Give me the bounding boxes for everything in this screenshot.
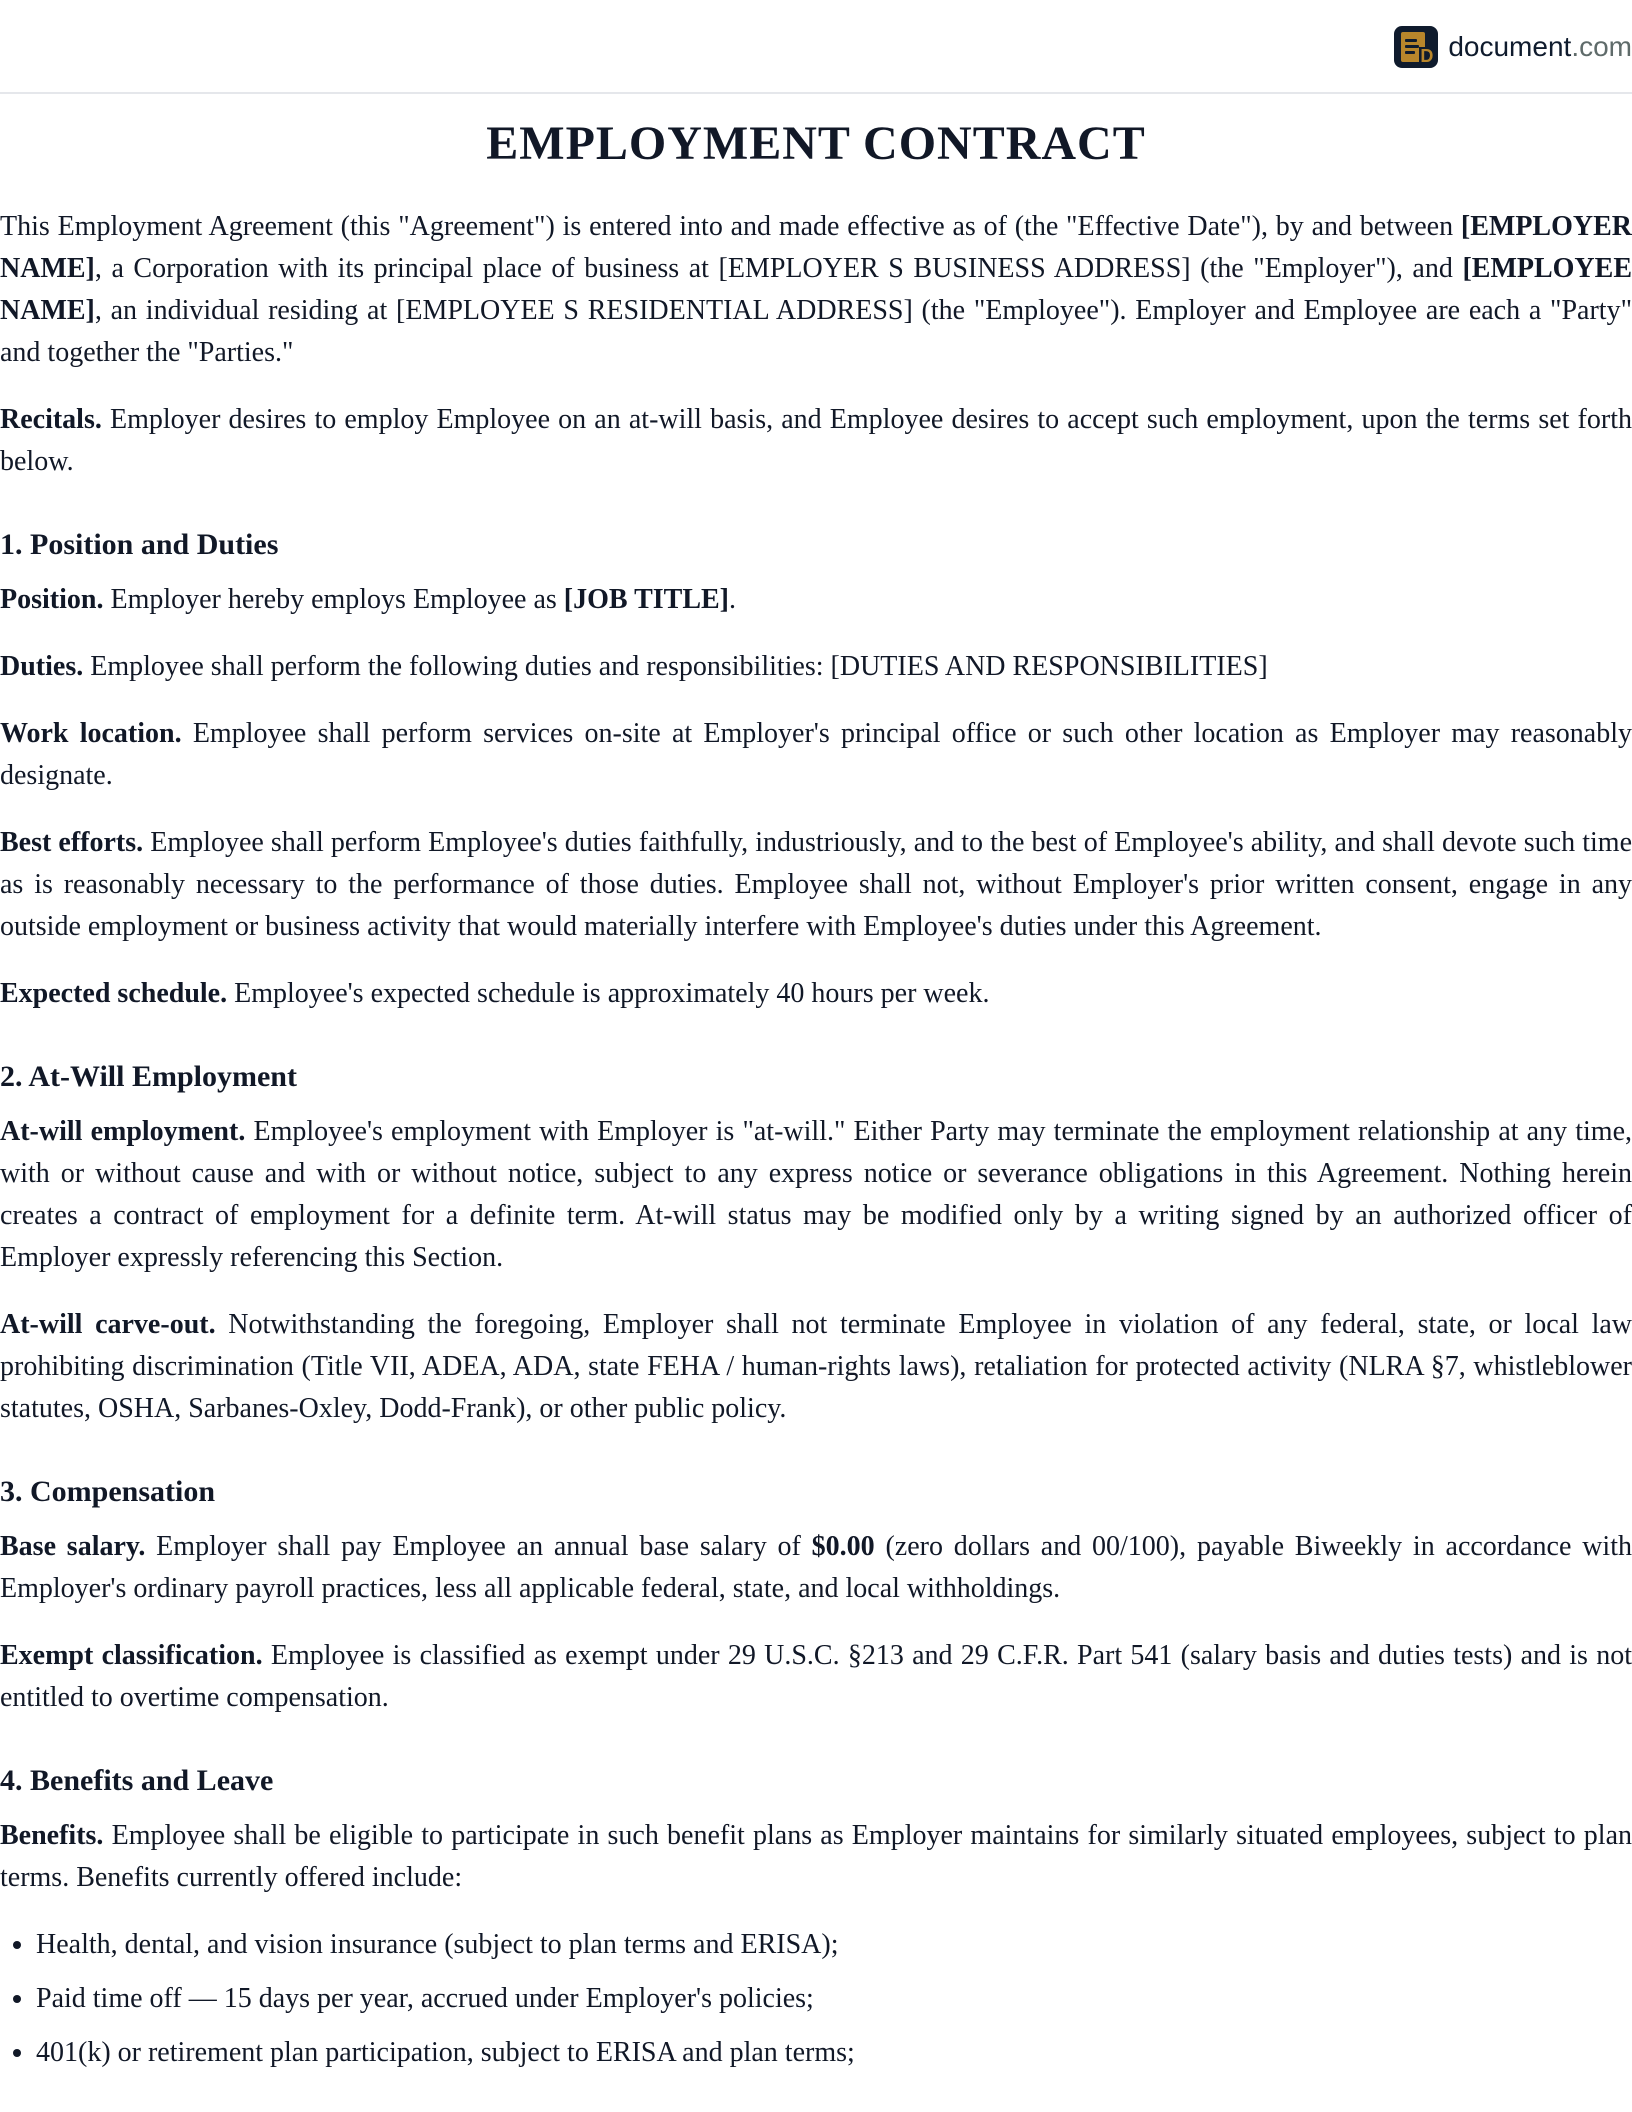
at-will-clause: At-will employment. Employee's employment with Employer is "at-will." Either Party may terminate the employment relationship at any time, with or without cause and with or without notice, subject to any express notice or severance obligations in this Agreement. Nothing herein creates a contract of employment for a definite term. At-will status may be modified only by a writing signed by an authorized officer of Employer expressly referencing this Section. xyxy=(0,1116,1632,1273)
best-efforts-clause: Best efforts. Employee shall perform Employee's duties faithfully, industriously, and to the best of Employee's ability, and shall devote such time as is reasonably necessary to the performance of those duties. Employee shall not, without Employer's prior written consent, engage in any outside employment or business activity that would materially interfere with Employee's duties under this Agreement. xyxy=(0,827,1632,942)
section-heading: 1. Position and Duties xyxy=(0,528,279,561)
recitals-paragraph: Recitals. Employer desires to employ Employee on an at-will basis, and Employee desires to accept such employment, upon the terms set forth below. xyxy=(0,404,1632,477)
benefits-list xyxy=(0,1924,1632,2074)
section-heading: 2. At-Will Employment xyxy=(0,1060,297,1093)
work-location-clause: Work location. Employee shall perform services on-site at Employer's principal office or such other location as Employer may reasonably designate. xyxy=(0,718,1632,791)
exempt-clause: Exempt classification. Employee is classified as exempt under 29 U.S.C. §213 and 29 C.F.R. Part 541 (salary basis and duties tests) and is not entitled to overtime compensation. xyxy=(0,1640,1632,1713)
document-title: EMPLOYMENT CONTRACT xyxy=(486,117,1146,170)
carve-out-clause: At-will carve-out. Notwithstanding the foregoing, Employer shall not terminate Employee in violation of any federal, state, or local law prohibiting discrimination (Title VII, ADEA, ADA, state FEHA / human-rights laws), retaliation for protected activity (NLRA §7, whistleblower statutes, OSHA, Sarbanes-Oxley, Dodd-Frank), or other public policy. xyxy=(0,1309,1632,1424)
brand-logo-link[interactable] xyxy=(1394,26,1632,68)
list-item: • 401(k) or retirement plan participation, subject to ERISA and plan terms; xyxy=(36,2032,1632,2074)
document-logo-icon: D xyxy=(1394,26,1438,68)
section-heading: 4. Benefits and Leave xyxy=(0,1764,274,1797)
duties-clause: Duties. Employee shall perform the following duties and responsibilities: [DUTIES AND RESPONSIBILITIES] xyxy=(0,651,1268,682)
list-item: • Health, dental, and vision insurance (subject to plan terms and ERISA); xyxy=(36,1924,1632,1966)
header-bar xyxy=(0,0,1632,94)
base-salary-clause: Base salary. Employer shall pay Employee an annual base salary of $0.00 (zero dollars and 00/100), payable Biweekly in accordance with Employer's ordinary payroll practices, less all applicable federal, state, and local withholdings. xyxy=(0,1531,1632,1604)
brand-name: document.com xyxy=(1448,31,1632,62)
position-clause: Position. Employer hereby employs Employee as [JOB TITLE]. xyxy=(0,584,736,615)
benefits-clause: Benefits. Employee shall be eligible to participate in such benefit plans as Employer maintains for similarly situated employees, subject to plan terms. Benefits currently offered include: xyxy=(0,1820,1632,1893)
section-heading: 3. Compensation xyxy=(0,1475,216,1508)
schedule-clause: Expected schedule. Employee's expected schedule is approximately 40 hours per week. xyxy=(0,978,990,1009)
list-item: • Paid time off — 15 days per year, accrued under Employer's policies; xyxy=(36,1978,1632,2020)
intro-paragraph: This Employment Agreement (this "Agreement") is entered into and made effective as of (the "Effective Date"), by and between [EMPLOYER NAME], a Corporation with its principal place of business at [EMPLOYER S BUSINESS ADDRESS] (the "Employer"), and [EMPLOYEE NAME], an individual residing at [EMPLOYEE S RESIDENTIAL ADDRESS] (the "Employee"). Employer and Employee are each a "Party" and together the "Parties." xyxy=(0,211,1632,368)
